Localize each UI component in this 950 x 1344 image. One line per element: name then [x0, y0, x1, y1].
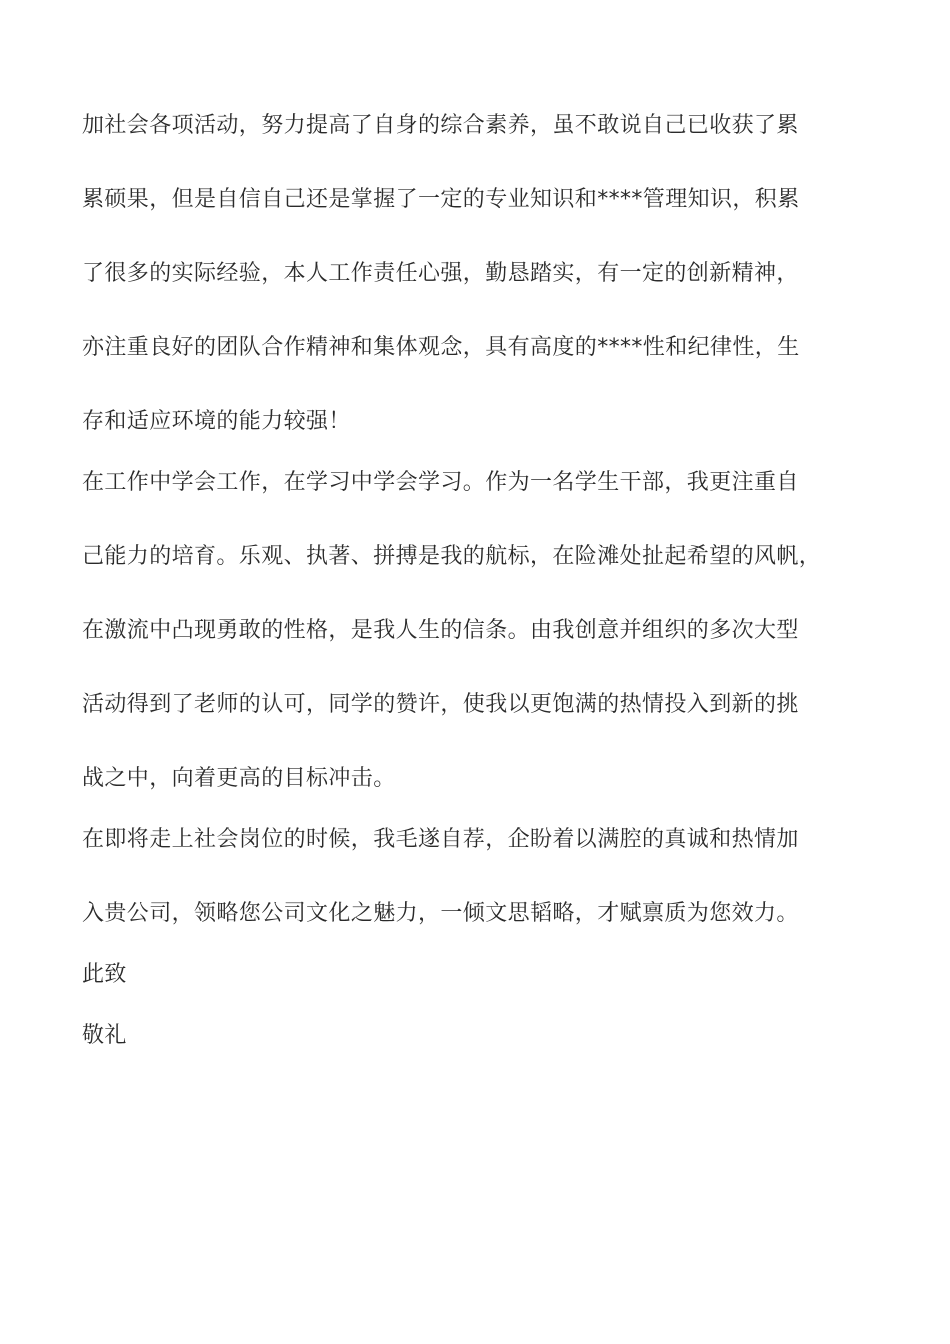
- paragraph-1-line-2: 累硕果，但是自信自己还是掌握了一定的专业知识和****管理知识，积累: [82, 187, 800, 212]
- paragraph-2-line-4: 活动得到了老师的认可，同学的赞许，使我以更饱满的热情投入到新的挑: [82, 692, 799, 717]
- paragraph-2-line-3: 在激流中凸现勇敢的性格，是我人生的信条。由我创意并组织的多次大型: [82, 618, 799, 643]
- paragraph-1-line-3: 了很多的实际经验，本人工作责任心强，勤恳踏实，有一定的创新精神，: [82, 261, 799, 286]
- paragraph-2-line-2: 己能力的培育。乐观、执著、拼搏是我的航标，在险滩处扯起希望的风帆，: [82, 544, 822, 569]
- letter-body: [82, 112, 882, 1050]
- closing-regards: 敬礼: [82, 1023, 127, 1048]
- paragraph-2-line-5: 战之中，向着更高的目标冲击。: [82, 766, 396, 791]
- paragraph-1-line-4: 亦注重良好的团队合作精神和集体观念，具有高度的****性和纪律性，生: [82, 335, 800, 360]
- closing-salutation: 此致: [82, 962, 127, 987]
- paragraph-1-line-1: 加社会各项活动，努力提高了自身的综合素养，虽不敢说自己已收获了累: [82, 113, 799, 138]
- paragraph-1-line-5: 存和适应环境的能力较强！: [82, 409, 351, 434]
- paragraph-2-line-1: 在工作中学会工作，在学习中学会学习。作为一名学生干部，我更注重自: [82, 470, 799, 495]
- paragraph-3-line-2: 入贵公司，领略您公司文化之魅力，一倾文思韬略，才赋禀质为您效力。: [82, 901, 799, 926]
- paragraph-3-line-1: 在即将走上社会岗位的时候，我毛遂自荐，企盼着以满腔的真诚和热情加: [82, 827, 799, 852]
